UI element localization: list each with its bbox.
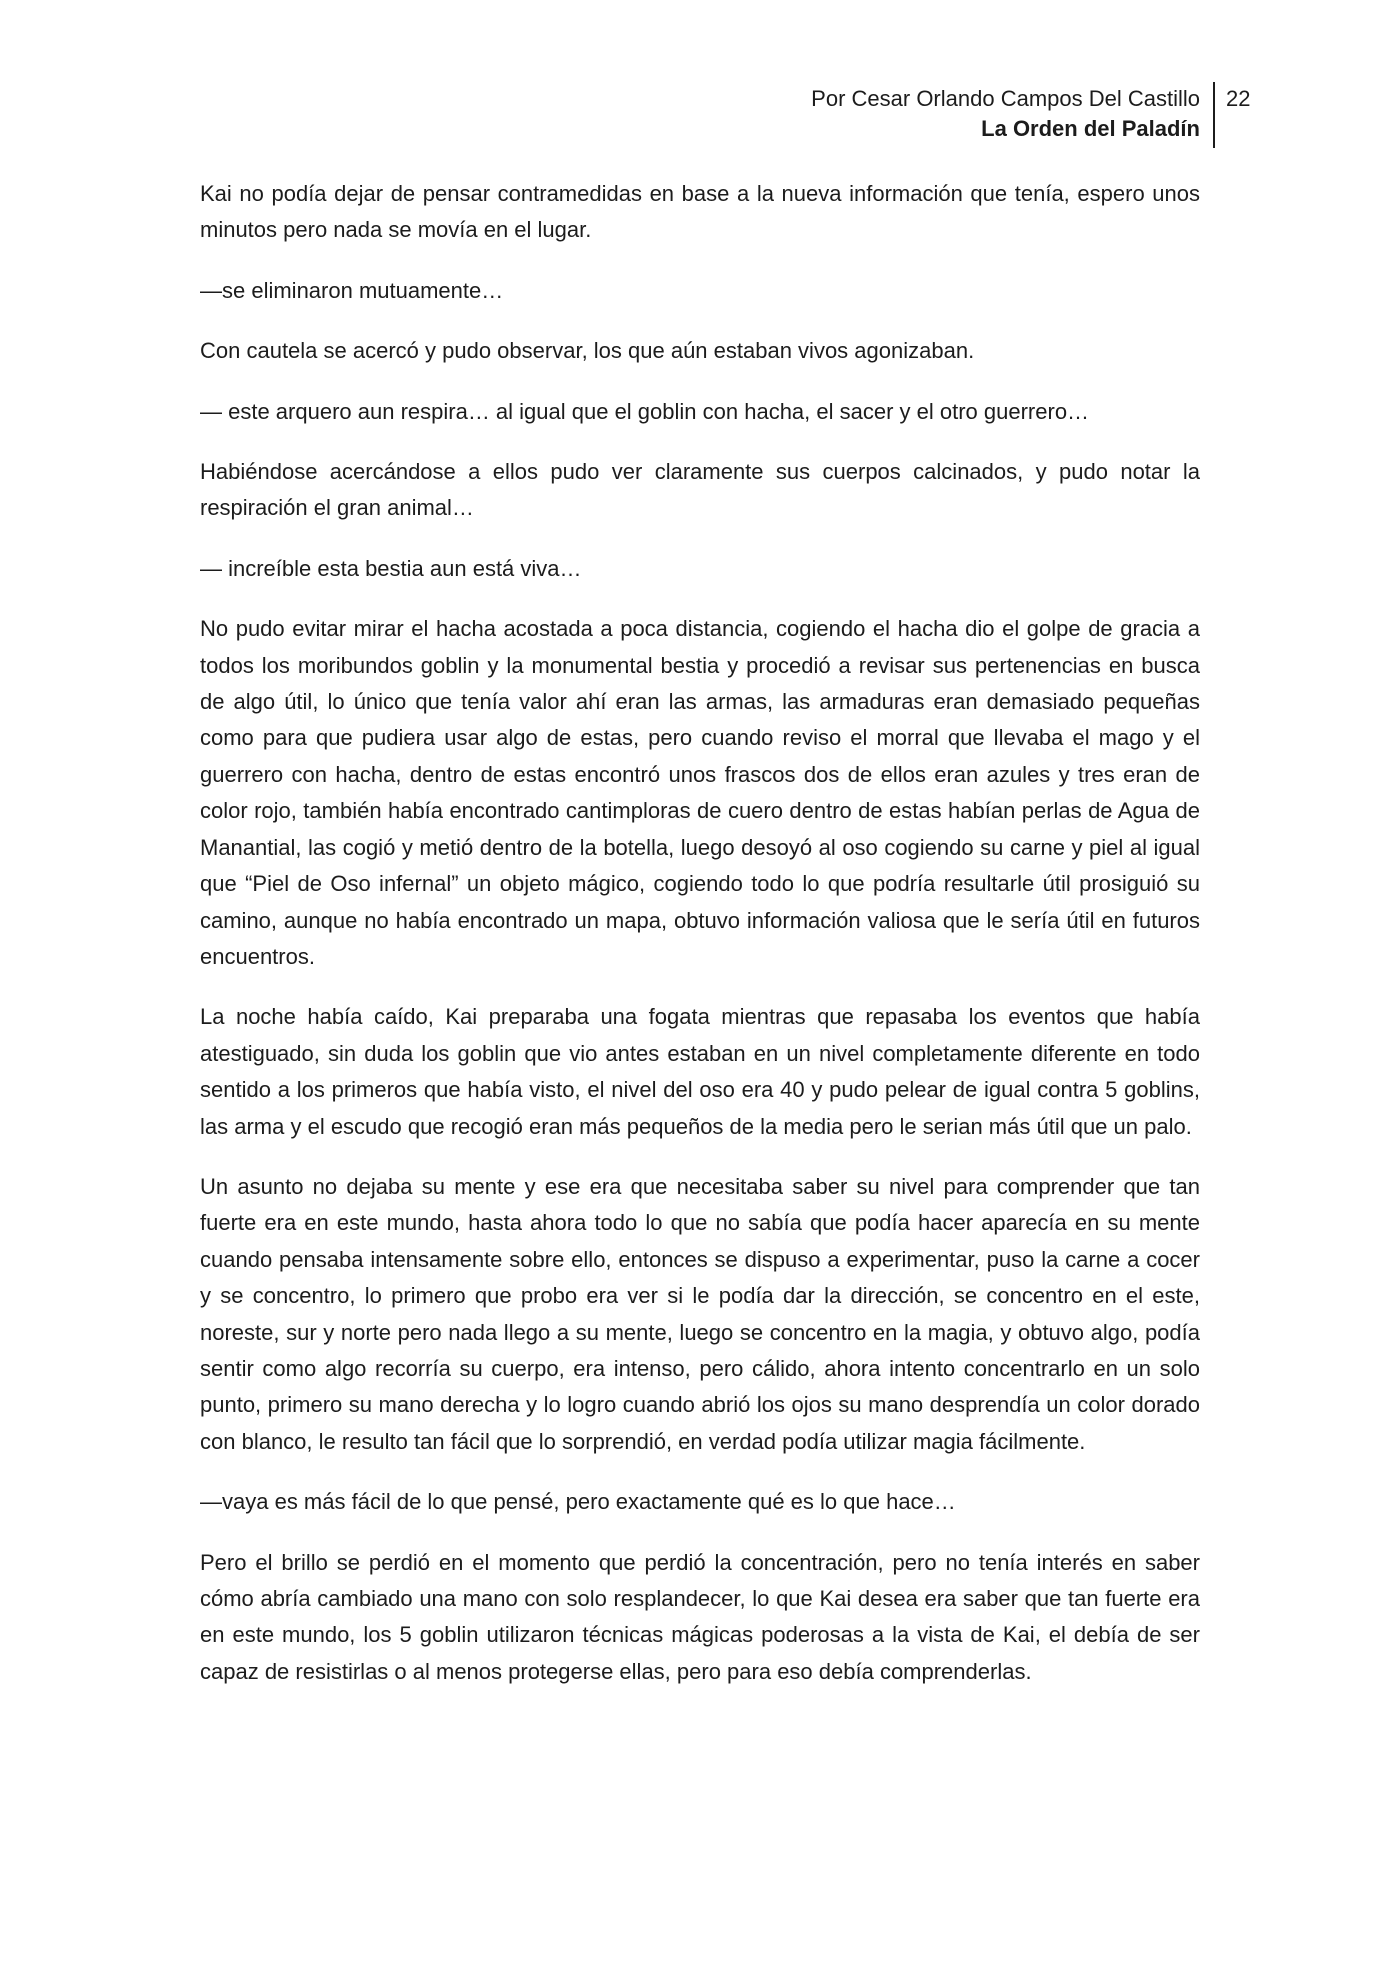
header-divider	[1213, 82, 1215, 148]
paragraph: Con cautela se acercó y pudo observar, los que aún estaban vivos agonizaban.	[200, 338, 975, 364]
paragraph: — este arquero aun respira… al igual que el goblin con hacha, el sacer y el otro guerrero…	[200, 398, 1090, 424]
header-author: Por Cesar Orlando Campos Del Castillo	[811, 86, 1200, 111]
paragraph: La noche había caído, Kai preparaba una fogata mientras que repasaba los eventos que había atestiguado, sin duda los goblin que vio antes estaban en un nivel completamente diferente en todo sentido a los primeros que había visto, el nivel del oso era 40 y pudo pelear de igual contra 5 goblins, las arma y el escudo que recogió eran más pequeños de la media pero le serian más útil que un palo.	[200, 1004, 1200, 1139]
paragraph: — increíble esta bestia aun está viva…	[200, 555, 582, 581]
header-book-title: La Orden del Paladín	[981, 116, 1200, 141]
body-text	[200, 176, 1200, 1714]
paragraph: Un asunto no dejaba su mente y ese era que necesitaba saber su nivel para comprender que tan fuerte era en este mundo, hasta ahora todo lo que no sabía que podía hacer aparecía en su mente cuando pensaba intensamente sobre ello, entonces se dispuso a experimentar, puso la carne a cocer y se concentro, lo primero que probo era ver si le podía dar la dirección, se concentro en el este, noreste, sur y norte pero nada llego a su mente, luego se concentro en la magia, y obtuvo algo, podía sentir como algo recorría su cuerpo, era intenso, pero cálido, ahora intento concentrarlo en un solo punto, primero su mano derecha y lo logro cuando abrió los ojos su mano desprendía un color dorado con blanco, le resulto tan fácil que lo sorprendió, en verdad podía utilizar magia fácilmente.	[200, 1173, 1200, 1454]
paragraph: —vaya es más fácil de lo que pensé, pero exactamente qué es lo que hace…	[200, 1489, 956, 1515]
paragraph: No pudo evitar mirar el hacha acostada a poca distancia, cogiendo el hacha dio el golpe de gracia a todos los moribundos goblin y la monumental bestia y procedió a revisar sus pertenencias en busca de algo útil, lo único que tenía valor ahí eran las armas, las armaduras eran demasiado pequeñas como para que pudiera usar algo de estas, pero cuando reviso el morral que llevaba el mago y el guerrero con hacha, dentro de estas encontró unos frascos dos de ellos eran azules y tres eran de color rojo, también había encontrado cantimploras de cuero dentro de estas habían perlas de Agua de Manantial, las cogió y metió dentro de la botella, luego desoyó al oso cogiendo su carne y piel al igual que “Piel de Oso infernal” un objeto mágico, cogiendo todo lo que podría resultarle útil prosiguió su camino, aunque no había encontrado un mapa, obtuvo información valiosa que le sería útil en futuros encuentros.	[200, 616, 1200, 969]
paragraph: —se eliminaron mutuamente…	[200, 277, 504, 303]
paragraph: Habiéndose acercándose a ellos pudo ver claramente sus cuerpos calcinados, y pudo notar la respiración el gran animal…	[200, 459, 1200, 521]
paragraph: Pero el brillo se perdió en el momento que perdió la concentración, pero no tenía interés en saber cómo abría cambiado una mano con solo resplandecer, lo que Kai desea era saber que tan fuerte era en este mundo, los 5 goblin utilizaron técnicas mágicas poderosas a la vista de Kai, el debía de ser capaz de resistirlas o al menos protegerse ellas, pero para eso debía comprenderlas.	[200, 1549, 1200, 1684]
page-header	[811, 84, 1200, 144]
page-number: 22	[1226, 86, 1251, 111]
paragraph: Kai no podía dejar de pensar contramedidas en base a la nueva información que tenía, espero unos minutos pero nada se movía en el lugar.	[200, 181, 1200, 243]
